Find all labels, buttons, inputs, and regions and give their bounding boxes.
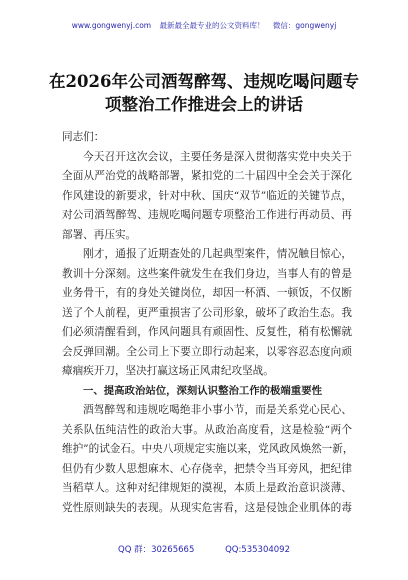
title-line-2: 项整治工作推进会上的讲话 — [105, 95, 303, 114]
document-title — [40, 70, 368, 116]
page-footer — [0, 545, 408, 556]
paragraph-line: 全面从严治党的战略部署，紧扣党的二十届四中全会关于深化 — [62, 170, 352, 182]
paragraph-2 — [62, 245, 352, 382]
salutation: 同志们： — [62, 131, 105, 143]
paragraph-line: 教训十分深刻。这些案件就发生在我们身边，当事人有的曾是 — [62, 267, 352, 280]
paragraph-line: 作风建设的新要求，针对中秋、国庆“双节”临近的关键节点， — [62, 189, 352, 202]
section-heading-1: 一、提高政治站位，深刻认识整治工作的极端重要性 — [83, 384, 322, 397]
paragraph-line: 维护”的试金石。中央八项规定实施以来，党风政风焕然一新， — [62, 443, 354, 455]
title-line-1: 在2026年公司酒驾醉驾、违规吃喝问题专 — [49, 72, 359, 91]
paragraph-line: 关系队伍纯洁性的政治大事。从政治高度看，这是检验“两个 — [62, 423, 352, 436]
paragraph-line: 业务骨干，有的身处关键岗位，却因一杯酒、一顿饭，不仅断 — [62, 287, 352, 299]
paragraph-line: 们必须清醒看到，作风问题具有顽固性、反复性，稍有松懈就 — [62, 326, 352, 338]
paragraph-line: 酒驾醉驾和违规吃喝绝非小事小节，而是关系党心民心、 — [83, 404, 352, 416]
paragraph-line: 当稻草人。这种对纪律规矩的漠视，本质上是政治意识淡薄、 — [62, 482, 352, 494]
paragraph-line: 瘴痼疾开刀，坚决打赢这场正风肃纪攻坚战。 — [62, 365, 274, 377]
header-slogan: 最新最全最专业的公文资料库！ — [159, 21, 265, 30]
paragraph-line: 会反弹回潮。全公司上下要立即行动起来，以零容忍态度向顽 — [62, 345, 352, 358]
document-body — [62, 128, 352, 518]
footer-qq: QQ:535304092 — [225, 545, 290, 555]
paragraph-line: 部署、再压实。 — [62, 228, 137, 241]
paragraph-line: 但仍有少数人思想麻木、心存侥幸，把禁令当耳旁风，把纪律 — [62, 462, 352, 475]
paragraph-line: 送了个人前程，更严重损害了公司形象，破坏了政治生态。我 — [62, 306, 352, 319]
paragraph-line: 刚才，通报了近期查处的几起典型案件，情况触目惊心， — [83, 248, 352, 260]
paragraph-line: 今天召开这次会议，主要任务是深入贯彻落实党中央关于 — [83, 150, 352, 163]
paragraph-1 — [62, 148, 352, 246]
header-wechat: 微信：gongwenyj — [272, 21, 337, 30]
header-website: www.gongwenyj.com — [71, 21, 152, 30]
paragraph-line: 党性原则缺失的表现。从现实危害看，这是侵蚀企业肌体的毒 — [62, 501, 352, 514]
footer-qq-group: QQ 群：30265665 — [118, 545, 195, 555]
paragraph-3 — [62, 401, 352, 518]
page-header — [0, 21, 408, 31]
paragraph-line: 对公司酒驾醉驾、违规吃喝问题专项整治工作进行再动员、再 — [62, 209, 352, 221]
